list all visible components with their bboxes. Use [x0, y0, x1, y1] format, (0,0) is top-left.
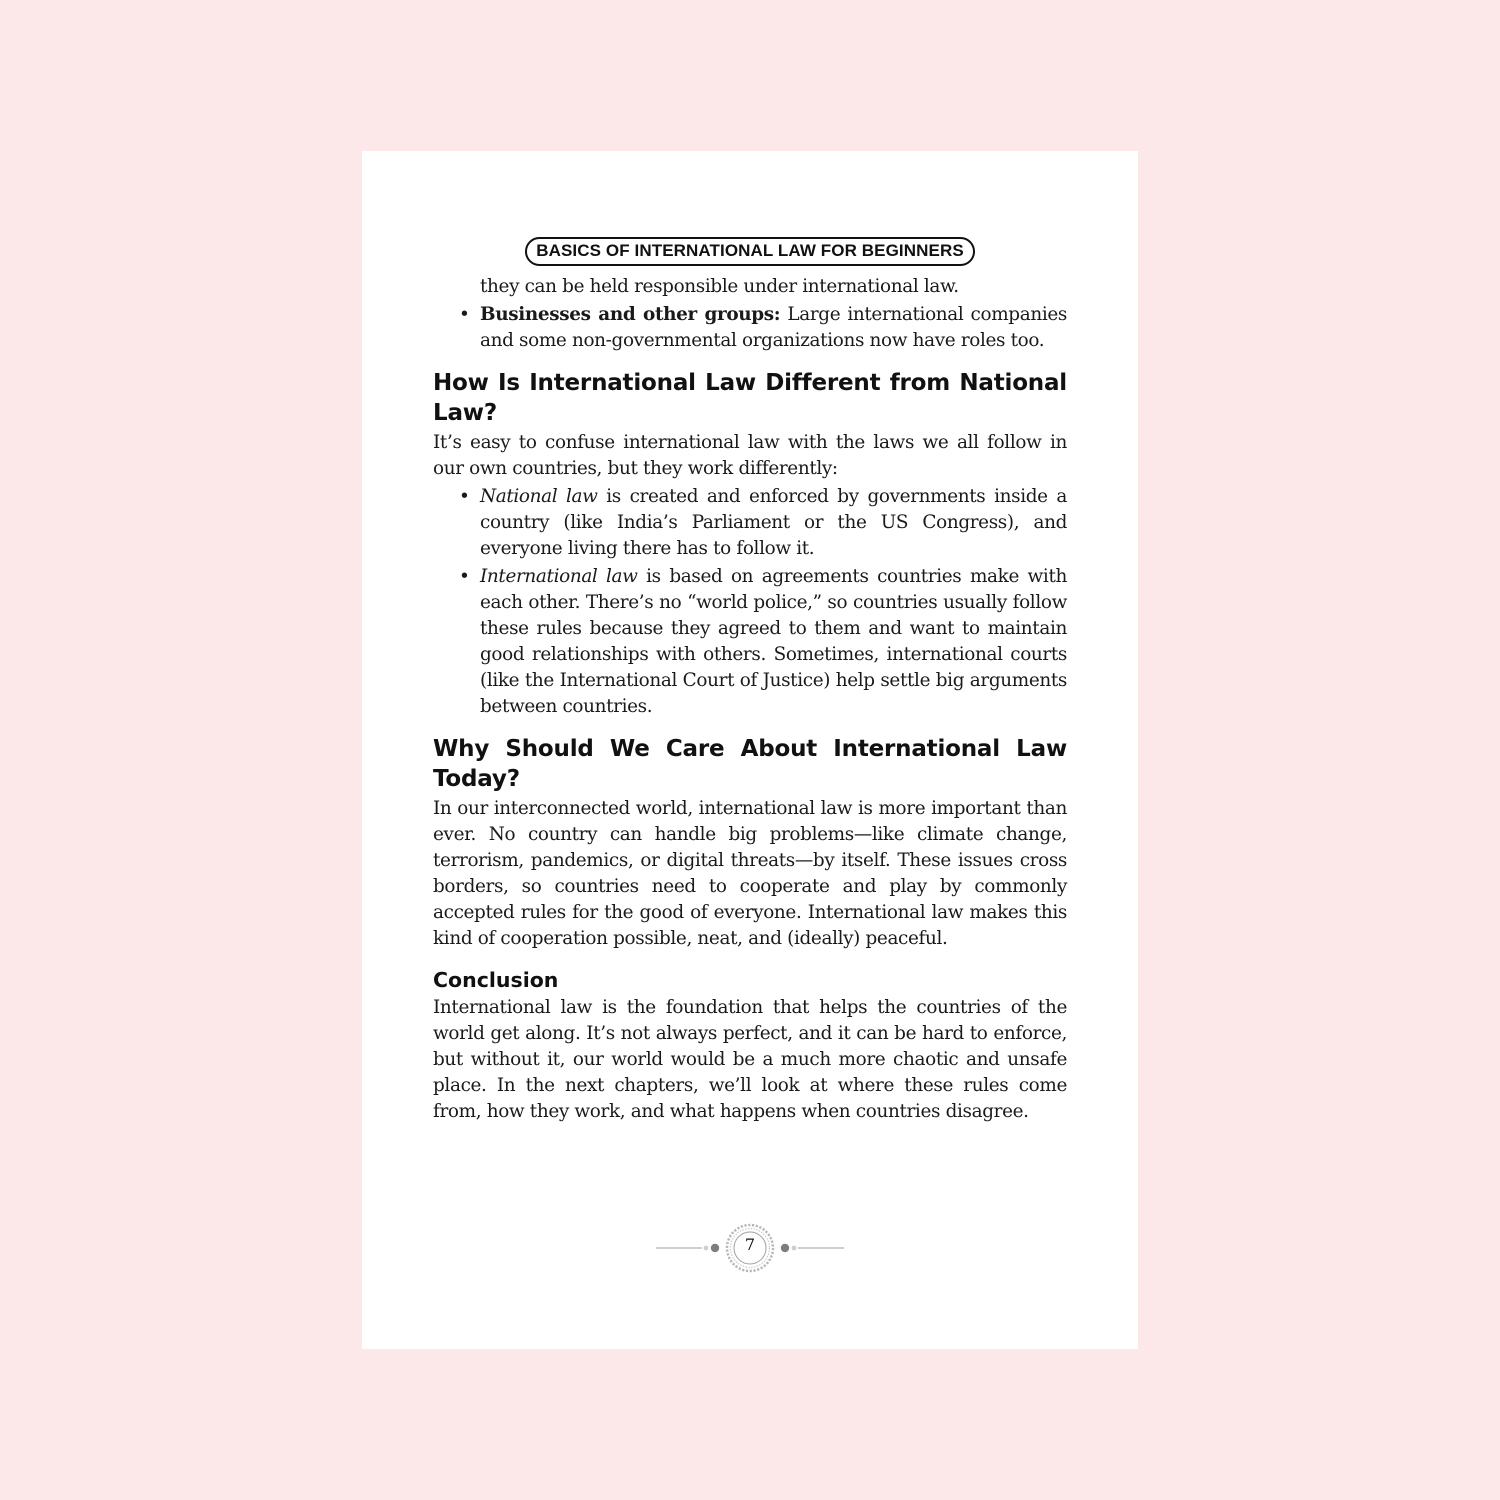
- bullet-icon: •: [459, 304, 470, 325]
- section-heading-why-care: Why Should We Care About International Law Today?: [433, 736, 1067, 792]
- list-item: [433, 564, 1067, 720]
- running-head-title: BASICS OF INTERNATIONAL LAW FOR BEGINNERS: [525, 237, 975, 266]
- page-footer: [362, 1221, 1138, 1273]
- running-head: [362, 237, 1138, 266]
- section-heading-conclusion: Conclusion: [433, 968, 559, 992]
- continued-bullet-text: they can be held responsible under international law.: [480, 276, 959, 297]
- differences-bullet-list: [433, 484, 1067, 720]
- section-heading-differences: How Is International Law Different from National Law?: [433, 370, 1067, 426]
- bullet-icon: •: [459, 566, 470, 587]
- section-paragraph: It’s easy to confuse international law with the laws we all follow in our own countries, but they work differently:: [433, 432, 1067, 479]
- bullet-text: is based on agreements countries make with each other. There’s no “world police,” so countries usually follow these rules because they agreed to them and want to maintain good relationships with others. Sometimes, international courts (like the International Court of Justice) help settle big arguments between countries.: [480, 566, 1067, 717]
- bullet-text: Large international companies and some non-governmental organizations now have roles too.: [480, 304, 1067, 351]
- intro-bullet-list: [433, 302, 1067, 354]
- list-item: [433, 484, 1067, 562]
- page-body: [433, 274, 1067, 1125]
- section-paragraph: In our interconnected world, international law is more important than ever. No country can handle big problems—like climate change, terrorism, pandemics, or digital threats—by itself. These issues cross borders, so countries need to cooperate and play by commonly accepted rules for the good of everyone. International law makes this kind of cooperation possible, neat, and (ideally) peaceful.: [433, 798, 1067, 949]
- bullet-term: Businesses and other groups:: [480, 304, 781, 325]
- page-number: 7: [744, 1235, 756, 1254]
- section-paragraph: International law is the foundation that helps the countries of the world get along. It’s not always perfect, and it can be hard to enforce, but without it, our world would be a much more chaotic and unsafe place. In the next chapters, we’ll look at where these rules come from, how they work, and what happens when countries disagree.: [433, 997, 1067, 1122]
- bullet-term: International law: [480, 566, 638, 587]
- bullet-icon: •: [459, 486, 470, 507]
- bullet-term: National law: [480, 486, 598, 507]
- list-item: [433, 302, 1067, 354]
- bullet-text: is created and enforced by governments inside a country (like India’s Parliament or the US Congress), and everyone living there has to follow it.: [480, 486, 1067, 559]
- book-page: [362, 151, 1138, 1349]
